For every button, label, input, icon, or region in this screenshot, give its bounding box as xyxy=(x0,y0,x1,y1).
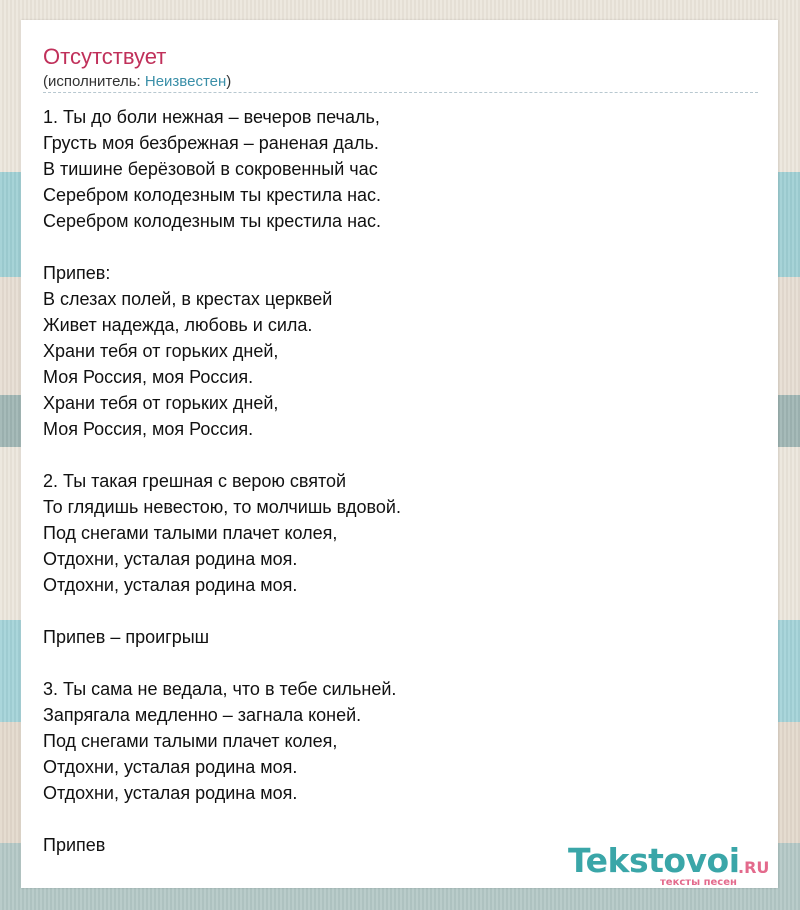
lyrics-line: 1. Ты до боли нежная – вечеров печаль, xyxy=(43,107,380,127)
lyrics-line: Моя Россия, моя Россия. xyxy=(43,419,254,439)
divider xyxy=(43,92,758,93)
site-logo[interactable] xyxy=(568,842,778,888)
lyrics-card xyxy=(21,20,778,888)
lyrics-line: Моя Россия, моя Россия. xyxy=(43,367,254,387)
lyrics-line: Храни тебя от горьких дней, xyxy=(43,393,279,413)
lyrics-line: В тишине берёзовой в сокровенный час xyxy=(43,159,378,179)
lyrics-line: 2. Ты такая грешная с верою святой xyxy=(43,471,347,491)
lyrics-line: Серебром колодезным ты крестила нас. xyxy=(43,211,382,231)
lyrics-line: Запрягала медленно – загнала коней. xyxy=(43,705,362,725)
lyrics-blank-line xyxy=(43,806,758,832)
lyrics-blank-line xyxy=(43,442,758,468)
logo-tld: .RU xyxy=(738,858,770,877)
lyrics-line: Под снегами талыми плачет колея, xyxy=(43,523,338,543)
logo-tagline: тексты песен xyxy=(660,877,737,888)
song-title: Отсутствует xyxy=(43,44,167,69)
artist-suffix: ) xyxy=(226,73,232,90)
artist-line xyxy=(43,73,231,91)
artist-prefix: (исполнитель: xyxy=(43,73,145,90)
lyrics-line: Отдохни, усталая родина моя. xyxy=(43,549,298,569)
lyrics-line: Под снегами талыми плачет колея, xyxy=(43,731,338,751)
lyrics-blank-line xyxy=(43,650,758,676)
lyrics-text xyxy=(43,104,758,858)
lyrics-line: Припев – проигрыш xyxy=(43,627,210,647)
lyrics-line: Припев: xyxy=(43,263,111,283)
logo-text: Tekstovoi xyxy=(568,841,740,880)
lyrics-line: Храни тебя от горьких дней, xyxy=(43,341,279,361)
lyrics-line: Отдохни, усталая родина моя. xyxy=(43,783,298,803)
lyrics-line: То глядишь невестою, то молчишь вдовой. xyxy=(43,497,401,517)
lyrics-line: Отдохни, усталая родина моя. xyxy=(43,757,298,777)
lyrics-line: Отдохни, усталая родина моя. xyxy=(43,575,298,595)
lyrics-line: Живет надежда, любовь и сила. xyxy=(43,315,313,335)
lyrics-line: Серебром колодезным ты крестила нас. xyxy=(43,185,382,205)
lyrics-line: Грусть моя безбрежная – раненая даль. xyxy=(43,133,379,153)
lyrics-line: 3. Ты сама не ведала, что в тебе сильней. xyxy=(43,679,397,699)
artist-link[interactable]: Неизвестен xyxy=(144,73,227,90)
lyrics-line: В слезах полей, в крестах церквей xyxy=(43,289,333,309)
lyrics-blank-line xyxy=(43,598,758,624)
lyrics-line: Припев xyxy=(43,835,106,855)
lyrics-blank-line xyxy=(43,234,758,260)
